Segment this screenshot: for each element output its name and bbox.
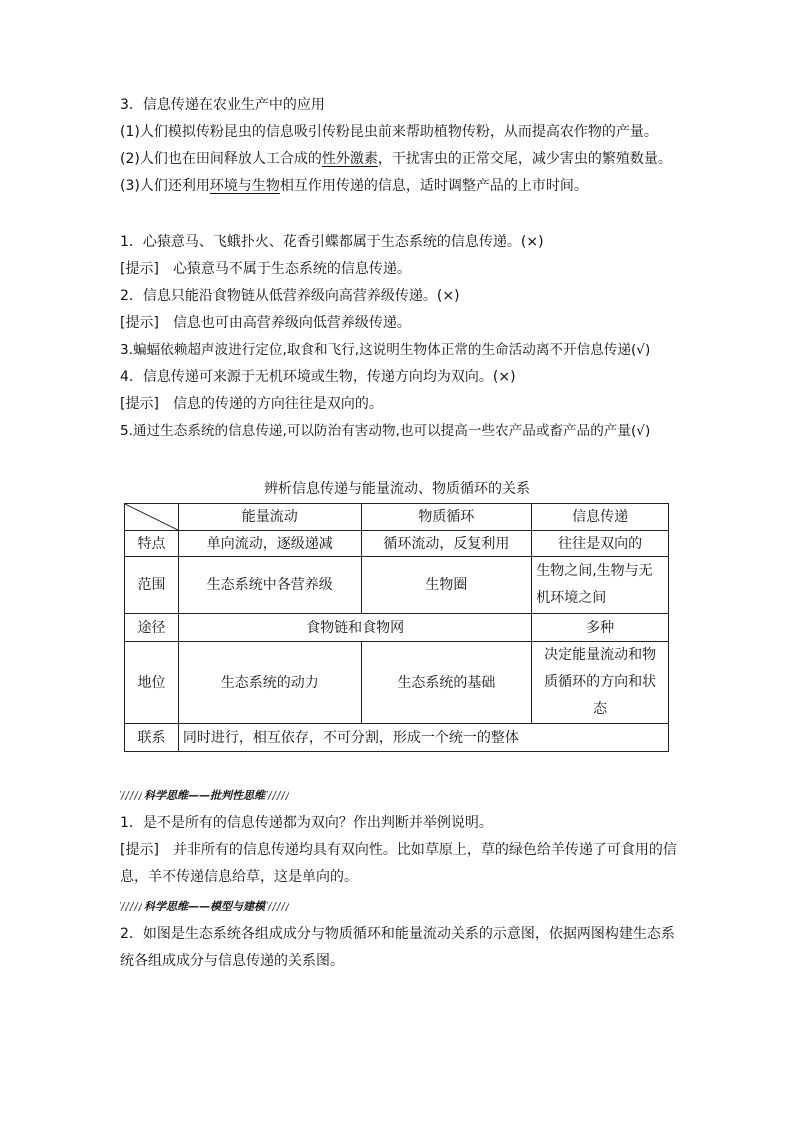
hint-label: [提示]	[120, 315, 159, 331]
cell-line: 质循环的方向和状	[544, 674, 657, 690]
section3-item2	[120, 149, 672, 169]
stripe-decoration	[267, 902, 289, 911]
judgment-2: 2．信息只能沿食物链从低营养级向高营养级传递。(×)	[120, 288, 460, 304]
hint-text: 心猿意马不属于生态系统的信息传递。	[172, 261, 411, 277]
modeling-question-line1: 2．如图是生态系统各组成成分与物质循环和能量流动关系的示意图，依据两图构建生态系	[120, 926, 675, 942]
critical-hint-line2: 息，羊不传递信息给草，这是单向的。	[120, 869, 358, 885]
row-label: 联系	[125, 724, 179, 752]
cell-line: 态	[593, 701, 608, 717]
table-cell	[532, 642, 669, 724]
judgment-5: 5.通过生态系统的信息传递,可以防治有害动物,也可以提高一些农产品或畜产品的产量(√)	[120, 423, 651, 439]
hint-2	[120, 313, 411, 333]
table-cell: 生物圈	[361, 557, 532, 614]
table-cell: 往往是双向的	[532, 531, 669, 557]
critical-question: 1．是不是所有的信息传递都为双向？作出判断并举例说明。	[120, 815, 493, 831]
table-cell: 食物链和食物网	[178, 614, 531, 642]
cell-line: 决定能量流动和物	[544, 647, 657, 663]
row-label: 途径	[125, 614, 179, 642]
diagonal-header-cell	[125, 504, 179, 531]
judgment-3: 3.蝙蝠依赖超声波进行定位,取食和飞行,这说明生物体正常的生命活动离不开信息传递(√)	[120, 342, 651, 358]
hint-text: 信息的传递的方向往往是双向的。	[172, 396, 383, 412]
item3-underlined: 环境与生物	[209, 178, 280, 194]
cell-line: 机环境之间	[536, 590, 607, 606]
heading-text: 科学思维——批判性思维	[144, 789, 265, 802]
table-cell: 生态系统的基础	[361, 642, 532, 724]
table-row	[125, 557, 669, 614]
stripe-decoration	[120, 791, 142, 800]
heading-text: 科学思维——模型与建模	[144, 900, 265, 913]
header-info-transfer: 信息传递	[532, 504, 669, 531]
item2-underlined: 性外激素	[321, 151, 378, 167]
section3-title: 3．信息传递在农业生产中的应用	[120, 97, 325, 113]
row-label: 范围	[125, 557, 179, 614]
table-cell: 生态系统的动力	[178, 642, 361, 724]
table-cell: 多种	[532, 614, 669, 642]
row-label: 地位	[125, 642, 179, 724]
hint-1	[120, 259, 411, 279]
table-cell	[532, 557, 669, 614]
header-energy-flow: 能量流动	[178, 504, 361, 531]
critical-hint-line1	[120, 840, 677, 860]
critical-thinking-heading	[120, 787, 289, 803]
stripe-decoration	[267, 791, 289, 800]
item2-post: ，干扰害虫的正常交尾，减少害虫的繁殖数量。	[377, 151, 672, 167]
item2-pre: (2)人们也在田间释放人工合成的	[120, 151, 322, 167]
table-cell: 同时进行，相互依存，不可分割，形成一个统一的整体	[178, 724, 668, 752]
modeling-heading	[120, 898, 289, 914]
hint-4	[120, 394, 383, 414]
judgment-1: 1．心猿意马、飞蛾扑火、花香引蝶都属于生态系统的信息传递。(×)	[120, 234, 544, 250]
row-label: 特点	[125, 531, 179, 557]
section3-item3	[120, 176, 588, 196]
item3-post: 相互作用传递的信息，适时调整产品的上市时间。	[279, 178, 588, 194]
table-row	[125, 642, 669, 724]
table-cell: 单向流动，逐级递减	[178, 531, 361, 557]
stripe-decoration	[120, 902, 142, 911]
table-cell: 生态系统中各营养级	[178, 557, 361, 614]
hint-label: [提示]	[120, 842, 159, 858]
table-row	[125, 531, 669, 557]
hint-text: 并非所有的信息传递均具有双向性。比如草原上，草的绿色给羊传递了可食用的信	[172, 842, 677, 858]
hint-label: [提示]	[120, 261, 159, 277]
comparison-table	[124, 503, 669, 752]
cell-line: 生物之间,生物与无	[536, 563, 653, 579]
table-cell: 循环流动，反复利用	[361, 531, 532, 557]
section3-item1: (1)人们模拟传粉昆虫的信息吸引传粉昆虫前来帮助植物传粉，从而提高农作物的产量。	[120, 124, 658, 140]
table-row	[125, 614, 669, 642]
hint-label: [提示]	[120, 396, 159, 412]
table-header-row	[125, 504, 669, 531]
modeling-question-line2: 统各组成成分与信息传递的关系图。	[120, 953, 344, 969]
table-row	[125, 724, 669, 752]
table-title: 辨析信息传递与能量流动、物质循环的关系	[264, 481, 530, 497]
judgment-4: 4．信息传递可来源于无机环境或生物，传递方向均为双向。(×)	[120, 369, 516, 385]
hint-text: 信息也可由高营养级向低营养级传递。	[172, 315, 411, 331]
header-material-cycle: 物质循环	[361, 504, 532, 531]
item3-pre: (3)人们还利用	[120, 178, 210, 194]
